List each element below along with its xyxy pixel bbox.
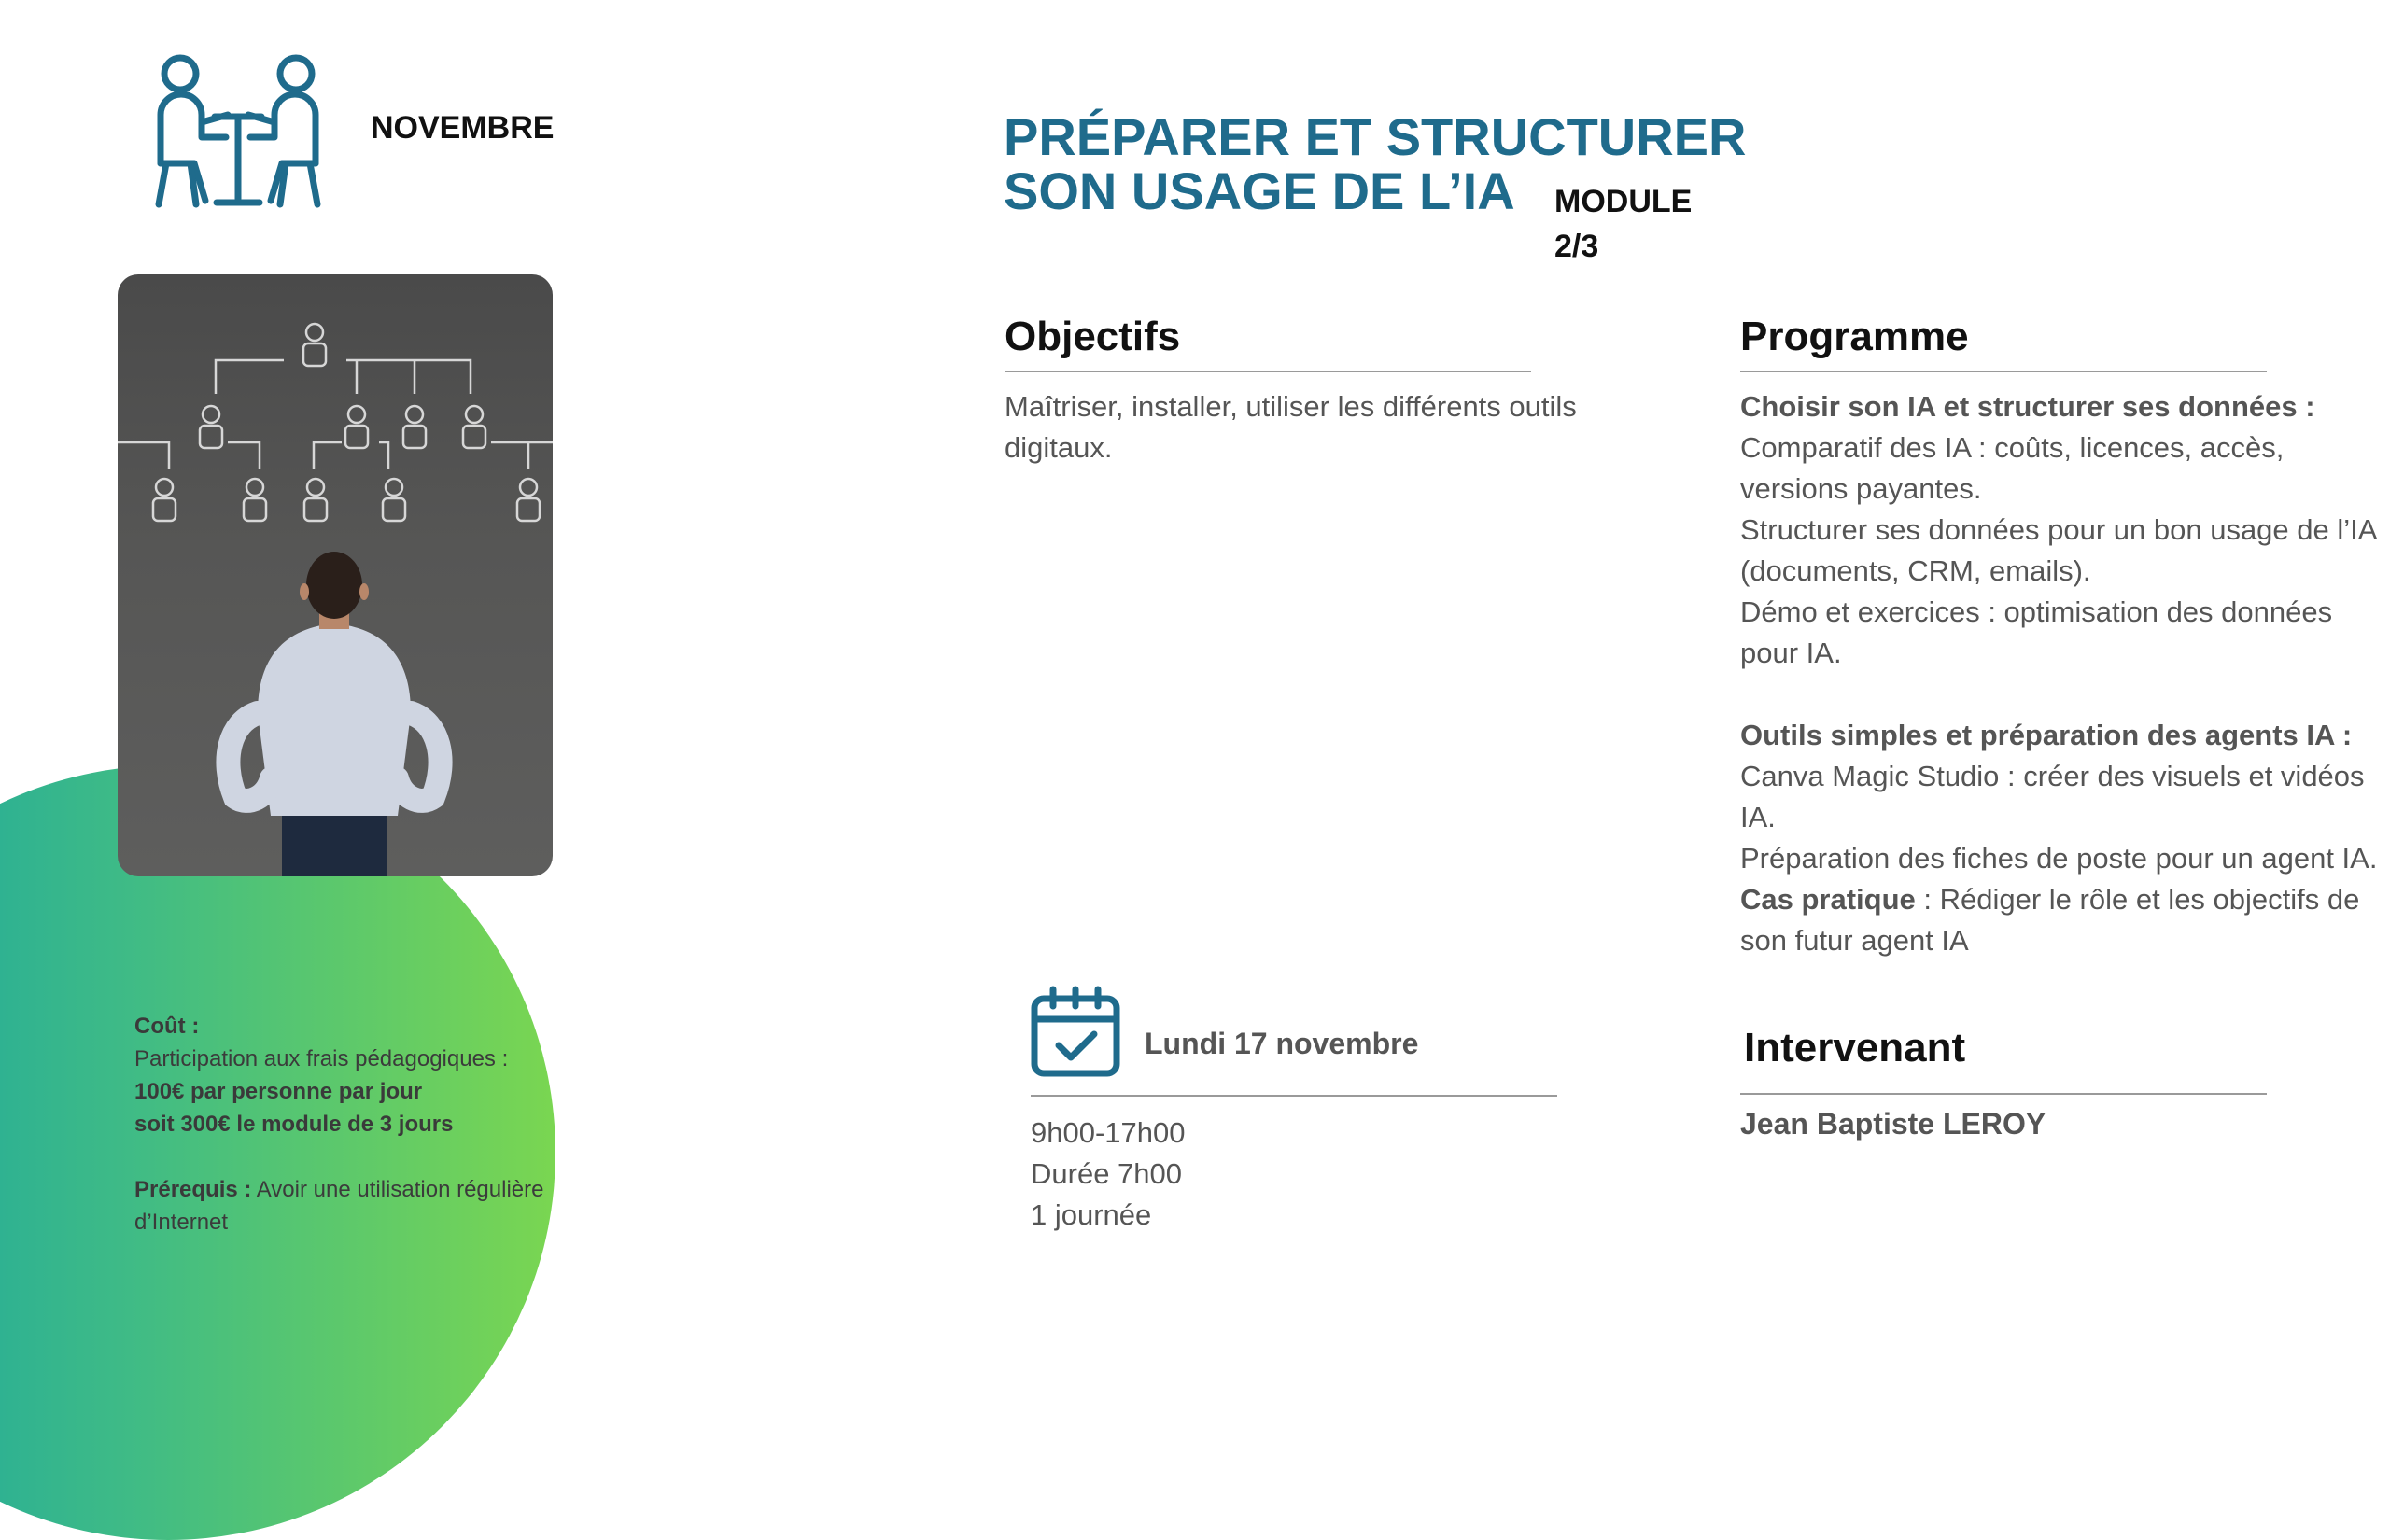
schedule-days: 1 journée <box>1031 1198 1152 1231</box>
programme-content <box>1740 386 2390 961</box>
programme-case <box>1740 879 2390 961</box>
programme-block2-title: Outils simples et préparation des agents IA : <box>1740 719 2353 751</box>
objectifs-text: Maîtriser, installer, utiliser les différents outils digitaux. <box>1005 390 1577 464</box>
programme-item: Structurer ses données pour un bon usage de l’IA (documents, CRM, emails). <box>1740 513 2376 587</box>
cost-heading: Coût : <box>134 1014 200 1039</box>
calendar-check-icon <box>1029 986 1122 1079</box>
intervenant-divider <box>1740 1093 2267 1095</box>
prereq-text: Avoir une utilisation régulière d’Internet <box>134 1177 544 1235</box>
programme-item: Démo et exercices : optimisation des données pour IA. <box>1740 595 2333 669</box>
programme-item: Canva Magic Studio : créer des visuels et vidéos IA. <box>1740 760 2365 833</box>
objectifs-divider <box>1005 371 1531 372</box>
programme-item: Comparatif des IA : coûts, licences, accès, versions payantes. <box>1740 431 2285 505</box>
title-line2: SON USAGE DE L’IA <box>1004 161 1515 220</box>
module-badge <box>1554 179 1692 269</box>
programme-divider <box>1740 371 2267 372</box>
month-label: NOVEMBRE <box>371 110 555 146</box>
case-label: Cas pratique <box>1740 883 1916 916</box>
module-label: MODULE <box>1554 184 1693 219</box>
cost-price-module: soit 300€ le module de 3 jours <box>134 1112 454 1137</box>
session-date: Lundi 17 novembre <box>1145 1027 1419 1060</box>
module-number: 2/3 <box>1554 229 1599 264</box>
speaker-name: Jean Baptiste LEROY <box>1740 1107 2046 1141</box>
objectifs-heading: Objectifs <box>1005 314 1181 359</box>
intervenant-heading: Intervenant <box>1744 1025 1966 1071</box>
programme-block1-title: Choisir son IA et structurer ses données : <box>1740 390 2315 423</box>
programme-heading: Programme <box>1740 314 1969 359</box>
prerequisites <box>134 1173 620 1239</box>
people-meeting-icon <box>149 51 327 212</box>
schedule-details <box>1031 1113 1186 1236</box>
chalkboard-drawing <box>118 274 553 876</box>
schedule-duration: Durée 7h00 <box>1031 1157 1183 1190</box>
prereq-label: Prérequis : <box>134 1177 252 1202</box>
cost-line1: Participation aux frais pédagogiques : <box>134 1046 509 1071</box>
cost-price-per-day: 100€ par personne par jour <box>134 1079 423 1104</box>
schedule-hours: 9h00-17h00 <box>1031 1116 1186 1149</box>
cost-block <box>134 1010 620 1239</box>
case-text: : Rédiger le rôle et les objectifs de son futur agent IA <box>1740 883 2360 957</box>
schedule-divider <box>1031 1095 1557 1097</box>
programme-item: Préparation des fiches de poste pour un agent IA. <box>1740 842 2378 875</box>
chalkboard-photo <box>118 274 553 876</box>
title-line1: PRÉPARER ET STRUCTURER <box>1004 107 1747 166</box>
